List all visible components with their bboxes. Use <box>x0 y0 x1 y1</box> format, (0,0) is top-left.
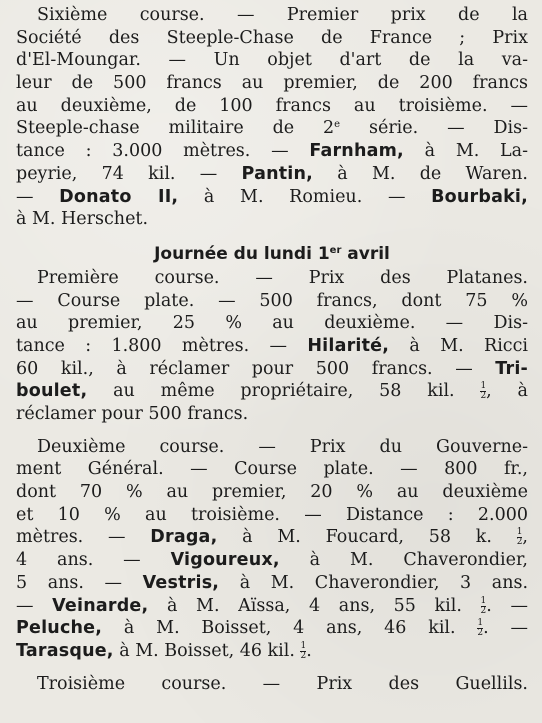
horse-name: Tarasque, <box>16 640 114 661</box>
horse-name: Vigoureux, <box>170 550 280 571</box>
text-run: . — <box>486 595 528 616</box>
text-run: à M. Romieu. — <box>178 186 432 207</box>
text-run: à M. de Waren. <box>313 163 528 184</box>
heading-text: avril <box>341 243 390 264</box>
text-line <box>16 617 528 640</box>
text-line: leur de 500 francs au premier, de 200 francs <box>16 73 528 94</box>
text-line: et 10 % au troisième. — Distance : 2.000 <box>16 504 528 525</box>
paragraph-premiere-course <box>16 267 528 426</box>
text-line <box>16 163 528 186</box>
horse-name: Peluche, <box>16 618 103 639</box>
text-line <box>16 358 528 381</box>
horse-name: Pantin, <box>241 163 314 184</box>
text-run: — <box>16 186 60 207</box>
fraction-denominator: 2 <box>480 605 487 616</box>
text-run: à M. Boisset, 4 ans, 46 kil. <box>102 618 478 639</box>
text-run: , <box>522 527 528 548</box>
text-run: à M. La- <box>403 141 528 162</box>
fraction-denominator: 2 <box>300 650 307 661</box>
text-line: Deuxième course. — Prix du Gouverne- <box>37 436 528 457</box>
text-run: peyrie, 74 kil. — <box>16 163 242 184</box>
fraction-numerator: 1 <box>516 527 523 538</box>
horse-name: Bourbaki, <box>431 186 528 207</box>
text-line: — Course plate. — 500 francs, dont 75 % <box>16 290 528 311</box>
fraction-numerator: 1 <box>300 640 307 651</box>
text-run: Steeple-chase militaire de 2 <box>16 118 335 139</box>
horse-name: Vestris, <box>142 572 220 593</box>
text-run: . — <box>483 618 528 639</box>
text-line <box>16 380 528 403</box>
superscript: e <box>334 119 341 131</box>
fraction-denominator: 2 <box>516 537 523 548</box>
text-line <box>16 572 528 595</box>
text-line <box>16 595 528 618</box>
text-line <box>16 117 528 140</box>
horse-name: Hilarité, <box>307 335 390 356</box>
text-run: tance : 3.000 mètres. — <box>16 141 310 162</box>
text-line <box>16 526 528 549</box>
text-run: à M. Chaverondier, <box>279 550 528 571</box>
text-run: . <box>306 640 312 661</box>
horse-name: Tri- <box>495 358 528 379</box>
text-line <box>16 549 528 572</box>
text-line: Troisième course. — Prix des Guellils. <box>37 673 528 694</box>
text-run: à M. Ricci <box>389 335 528 356</box>
fraction-denominator: 2 <box>480 391 487 402</box>
text-run: 5 ans. — <box>16 572 143 593</box>
text-line: Première course. — Prix des Platanes. <box>37 267 528 288</box>
horse-name: Veinarde, <box>52 595 149 616</box>
text-run: série. — Dis- <box>340 118 528 139</box>
paragraph-troisieme-course <box>16 673 528 696</box>
text-run: à M. Boisset, 46 kil. <box>113 640 301 661</box>
paragraph-gap <box>16 426 528 436</box>
text-run: 60 kil., à réclamer pour 500 francs. — <box>16 358 496 379</box>
text-run: à M. Aïssa, 4 ans, 55 kil. <box>148 595 481 616</box>
paragraph-gap <box>16 663 528 673</box>
text-line: ment Général. — Course plate. — 800 fr., <box>16 459 528 480</box>
text-line <box>16 335 528 358</box>
text-line: au deuxième, de 100 francs au troisième. — <box>16 95 528 116</box>
fraction-numerator: 1 <box>480 595 487 606</box>
text-line: Société des Steeple-Chase de France ; Prix <box>16 27 528 48</box>
fraction-denominator: 2 <box>477 628 484 639</box>
text-line: réclamer pour 500 francs. <box>16 404 249 424</box>
horse-name: Donato II, <box>59 186 179 207</box>
paragraph-sixieme-course <box>16 4 528 231</box>
text-run: 4 ans. — <box>16 550 171 571</box>
text-run: , à <box>486 381 528 402</box>
text-line: à M. Herschet. <box>16 209 149 230</box>
text-run: tance : 1.800 mètres. — <box>16 335 308 356</box>
heading-text: Journée du lundi 1 <box>154 243 330 264</box>
text-run: — <box>16 595 53 616</box>
section-heading <box>16 231 528 265</box>
superscript: er <box>329 244 342 256</box>
horse-name: boulet, <box>16 381 88 402</box>
fraction-numerator: 1 <box>477 618 484 629</box>
text-run: mètres. — <box>16 527 151 548</box>
text-line: d'El-Moungar. — Un objet d'art de la va- <box>16 50 528 71</box>
text-line <box>16 186 528 209</box>
fraction-numerator: 1 <box>480 381 487 392</box>
article-column <box>16 4 528 695</box>
horse-name: Draga, <box>150 527 218 548</box>
horse-name: Farnham, <box>309 141 404 162</box>
text-line <box>16 640 528 663</box>
text-line: Sixième course. — Premier prix de la <box>37 5 528 25</box>
paragraph-deuxieme-course <box>16 436 528 663</box>
text-run: au même propriétaire, 58 kil. <box>87 381 481 402</box>
text-line: dont 70 % au premier, 20 % au deuxième <box>16 482 528 503</box>
text-run: à M. Chaverondier, 3 ans. <box>219 572 529 593</box>
text-line: au premier, 25 % au deuxième. — Dis- <box>16 313 528 334</box>
text-line <box>16 140 528 163</box>
text-run: à M. Foucard, 58 k. <box>217 527 517 548</box>
